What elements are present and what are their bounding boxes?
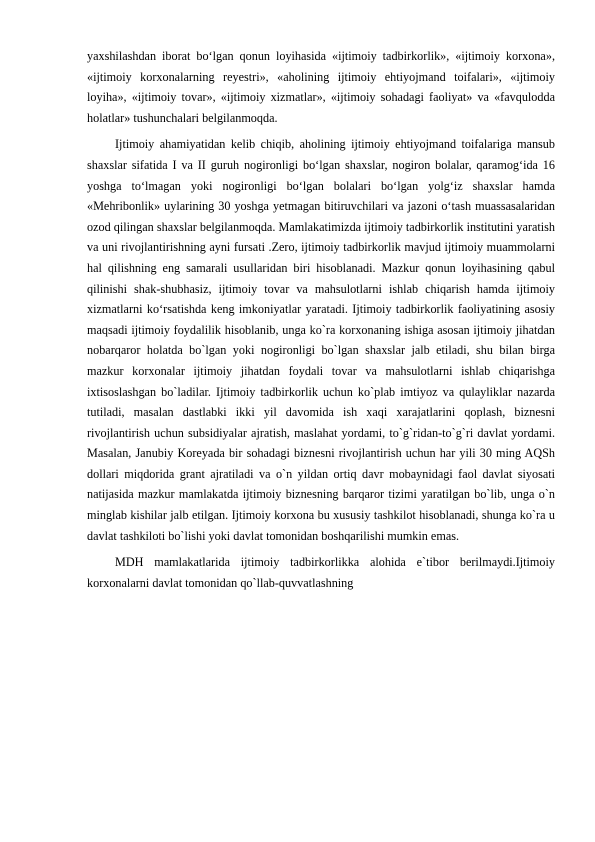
paragraph-2: Ijtimoiy ahamiyatidan kelib chiqib, aholining ijtimoiy ehtiyojmand toifalariga mansub shaxslar sifatida I va II guruh nogironligi bo‘lgan shaxslar, nogiron bolalar, qaramog‘ida 16 yoshga to‘lmagan yoki nogironligi bo‘lgan bolalari bo‘lgan yolg‘iz shaxslar hamda «Mehribonlik» uylarining 30 yoshga yetmagan bitiruvchilari va jazoni o‘tash muassasalaridan ozod qilingan shaxslar belgilanmoqda. Mamlakatimizda ijtimoiy tadbirkorlik institutini yaratish va uni rivojlantirishning ayni fursati .Zero, ijtimoiy tadbirkorlik mavjud ijtimoiy muammolarni hal qilishning eng samarali usullaridan biri hisoblanadi. Mazkur qonun loyihasining qabul qilinishi shak-shubhasiz, ijtimoiy tovar va mahsulotlarni ishlab chiqarish hamda ijtimoiy xizmatlarni ko‘rsatishda keng imkoniyatlar yaratadi. Ijtimoiy tadbirkorlik faoliyatining asosiy maqsadi ijtimoiy foydalilik hisoblanib, unga ko`ra korxonaning ishiga asosan ijtimoiy jihatdan nobarqaror holatda bo`lgan yoki nogironligi bo`lgan shaxslar jalb etiladi, shu bilan birga mazkur korxonalar ijtimoiy jihatdan foydali tovar va mahsulotlarni ishlab chiqarishga ixtisoslashgan bo`ladilar. Ijtimoiy tadbirkorlik uchun ko`plab imtiyoz va qulayliklar nazarda tutiladi, masalan dastlabki ikki yil davomida ish xaqi xarajatlarini qoplash, biznesni rivojlantirish uchun subsidiyalar ajratish, maslahat yordami, to`g`ridan-to`g`ri davlat yordami. Masalan, Janubiy Koreyada bir sohadagi biznesni rivojlantirish uchun har yili 30 ming AQSh dollari miqdorida grant ajratiladi va o`n yildan ortiq davr mobaynidagi faol davlat siyosati natijasida mazkur mamlakatda ijtimoiy biznesning barqaror tizimi yaratilgan bo`lib, unga o`n minglab kishilar jalb etilgan. Ijtimoiy korxona bu xususiy tashkilot hisoblanadi, shunga ko`ra u davlat tashkiloti bo`lishi yoki davlat tomonidan boshqarilishi mumkin emas. <box>87 137 555 543</box>
paragraph-3: MDH mamlakatlarida ijtimoiy tadbirkorlikka alohida e`tibor berilmaydi.Ijtimoiy korxonalarni davlat tomonidan qo`llab-quvvatlashning <box>87 555 555 590</box>
paragraph-1: yaxshilashdan iborat bo‘lgan qonun loyihasida «ijtimoiy tadbirkorlik», «ijtimoiy korxona», «ijtimoiy korxonalarning reyestri», «aholining ijtimoiy ehtiyojmand toifalari», «ijtimoiy loyiha», «ijtimoiy tovar», «ijtimoiy xizmatlar», «ijtimoiy sohadagi faoliyat» va «favqulodda holatlar» tushunchalari belgilanmoqda. <box>87 49 555 125</box>
document-body <box>87 46 555 599</box>
